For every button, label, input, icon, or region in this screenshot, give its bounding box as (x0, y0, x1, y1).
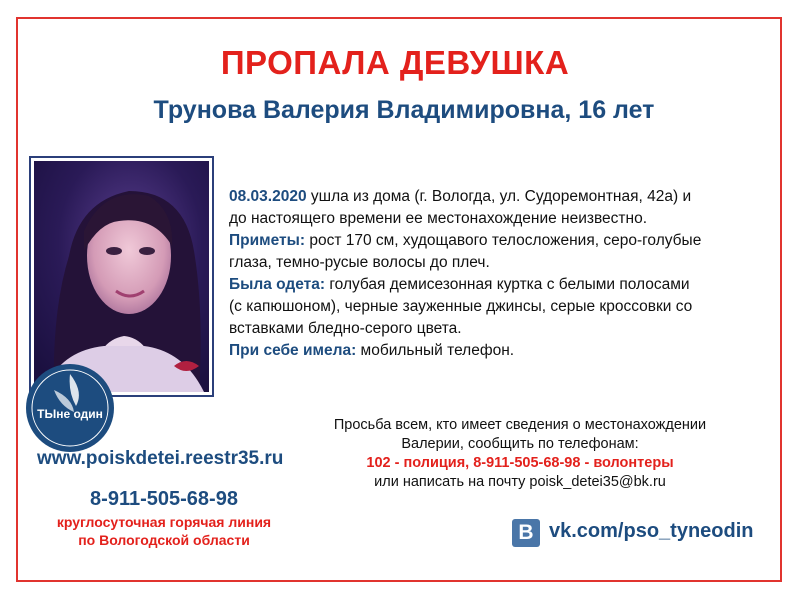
circumstances-line-1: ушла из дома (г. Вологда, ул. Судоремонтная, 42а) и (306, 188, 692, 205)
vk-icon: B (512, 519, 540, 547)
hotline-caption-line-1: круглосуточная горячая линия (56, 514, 272, 530)
clothes-label: Была одета: (229, 276, 326, 293)
logo-text: ТЫне один (37, 407, 103, 421)
missing-date: 08.03.2020 (229, 188, 307, 205)
hotline-caption (0, 513, 328, 549)
contact-request (330, 416, 710, 492)
missing-person-photo (29, 156, 214, 397)
clothes-line-2: (с капюшоном), черные зауженные джинсы, серые кроссовки со (229, 298, 693, 315)
request-phones: 102 - полиция, 8-911-505-68-98 - волонтеры (366, 455, 674, 471)
missing-person-name: Трунова Валерия Владимировна, 16 лет (153, 96, 655, 124)
description-block (229, 186, 769, 362)
signs-label: Приметы: (229, 232, 306, 249)
circumstances-text (229, 186, 769, 230)
portrait-image (34, 161, 209, 392)
belongings-value: мобильный телефон. (356, 342, 515, 359)
request-email: или написать на почту poisk_detei35@bk.ru (374, 474, 666, 490)
belongings-text (229, 340, 769, 362)
hotline-caption-line-2: по Вологодской области (78, 532, 250, 548)
signs-line-2: глаза, темно-русые волосы до плеч. (229, 254, 490, 271)
clothes-line-1: голубая демисезонная куртка с белыми полосами (325, 276, 690, 293)
website-link[interactable]: www.poiskdetei.reestr35.ru (37, 448, 284, 469)
signs-text (229, 230, 769, 274)
hotline-phone: 8-911-505-68-98 (90, 488, 238, 510)
clothes-text (229, 274, 769, 340)
belongings-label: При себе имела: (229, 342, 357, 359)
clothes-line-3: вставками бледно-серого цвета. (229, 320, 462, 337)
request-line-2: Валерии, сообщить по телефонам: (401, 436, 639, 452)
request-line-1: Просьба всем, кто имеет сведения о местонахождении (333, 417, 707, 433)
circumstances-line-2: до настоящего времени ее местонахождение неизвестно. (229, 210, 648, 227)
organization-logo (24, 362, 116, 454)
poster-headline: ПРОПАЛА ДЕВУШКА (220, 44, 570, 81)
vk-link[interactable]: vk.com/pso_tyneodin (549, 520, 754, 542)
signs-line-1: рост 170 см, худощавого телосложения, серо-голубые (305, 232, 702, 249)
